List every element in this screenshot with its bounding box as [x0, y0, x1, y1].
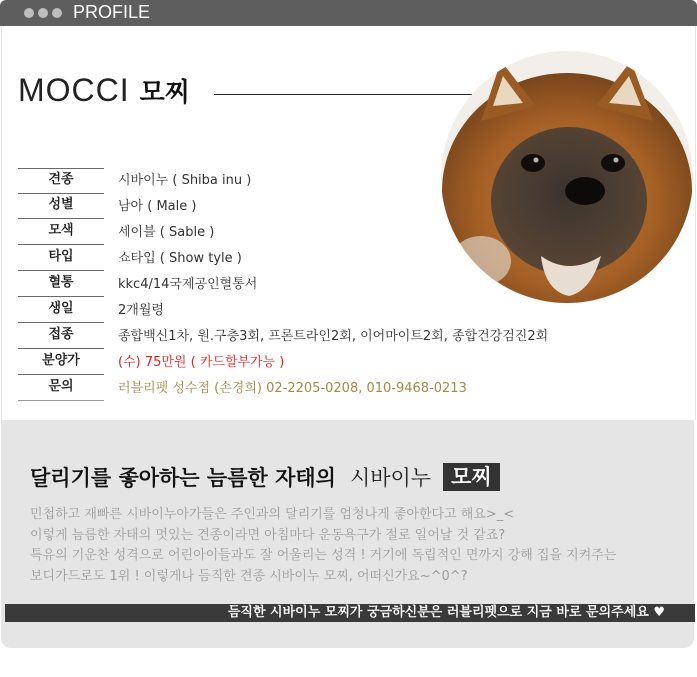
dot-icon — [24, 8, 34, 18]
cta-bar — [5, 604, 695, 622]
description-line: 이렇게 늠름한 자태의 멋있는 견종이라면 아침마다 운동욕구가 절로 일어날 것 같죠? — [30, 527, 506, 543]
window-dots — [24, 8, 62, 18]
contact-value: 러블리펫 성수점 (손경희) 02-2205-0208, 010-9468-0213 — [118, 381, 467, 396]
header-title: PROFILE — [73, 2, 151, 22]
birthday-label: 생일 — [18, 298, 104, 323]
vaccination-value: 종합백신1차, 원.구충3회, 프론트라인2회, 이어마이트2회, 종합건강검진2회 — [118, 329, 549, 344]
headline-main: 달리기를 좋아하는 늠름한 자태의 — [30, 466, 336, 490]
description-line: 특유의 기운찬 성격으로 어린아이들과도 잘 어울리는 성격 ! 거기에 독립적인 면까지 강해 집을 지켜주는 — [30, 548, 617, 563]
shiba-puppy-image — [441, 51, 693, 303]
dot-icon — [52, 8, 62, 18]
color-label: 모색 — [18, 220, 104, 245]
birthday-value: 2개월령 — [118, 303, 164, 318]
contact-label: 문의 — [18, 376, 104, 401]
color-value: 세이블 ( Sable ) — [118, 225, 215, 240]
dog-name-en: MOCCI — [18, 72, 130, 108]
description-line: 보디가드로도 1위 ! 이렇게나 듬직한 견종 시바이누 모찌, 어떠신가요~^0^? — [30, 568, 468, 584]
pedigree-value: kkc4/14국제공인혈통서 — [118, 277, 258, 292]
dot-icon — [38, 8, 48, 18]
dog-name-ko: 모찌 — [139, 78, 190, 108]
description-line: 민첩하고 재빠른 시바이누아가들은 주인과의 달리기를 엄청나게 좋아한다고 해요>_< — [30, 507, 515, 522]
headline-breed: 시바이누 — [349, 466, 432, 490]
name-divider — [214, 94, 474, 95]
breed-label: 견종 — [18, 168, 104, 194]
header-bar — [0, 0, 697, 26]
pedigree-label: 혈통 — [18, 272, 104, 297]
vaccination-label: 접종 — [18, 324, 104, 349]
price-label: 분양가 — [18, 350, 104, 375]
headline-badge: 모찌 — [443, 463, 500, 491]
dog-photo — [441, 51, 693, 303]
price-value: (수) 75만원 ( 카드할부가능 ) — [118, 355, 285, 370]
dog-name — [18, 72, 190, 109]
description-headline — [30, 462, 500, 492]
description-text — [30, 505, 680, 587]
type-value: 쇼타입 ( Show tyle ) — [118, 251, 242, 266]
cta-text: 듬직한 시바이누 모찌가 궁금하신분은 러블리펫으로 지금 바로 문의주세요 ♥ — [227, 605, 665, 620]
type-label: 타입 — [18, 246, 104, 271]
breed-value: 시바이누 ( Shiba inu ) — [118, 173, 252, 188]
sex-label: 성별 — [18, 194, 104, 219]
sex-value: 남아 ( Male ) — [118, 199, 197, 214]
